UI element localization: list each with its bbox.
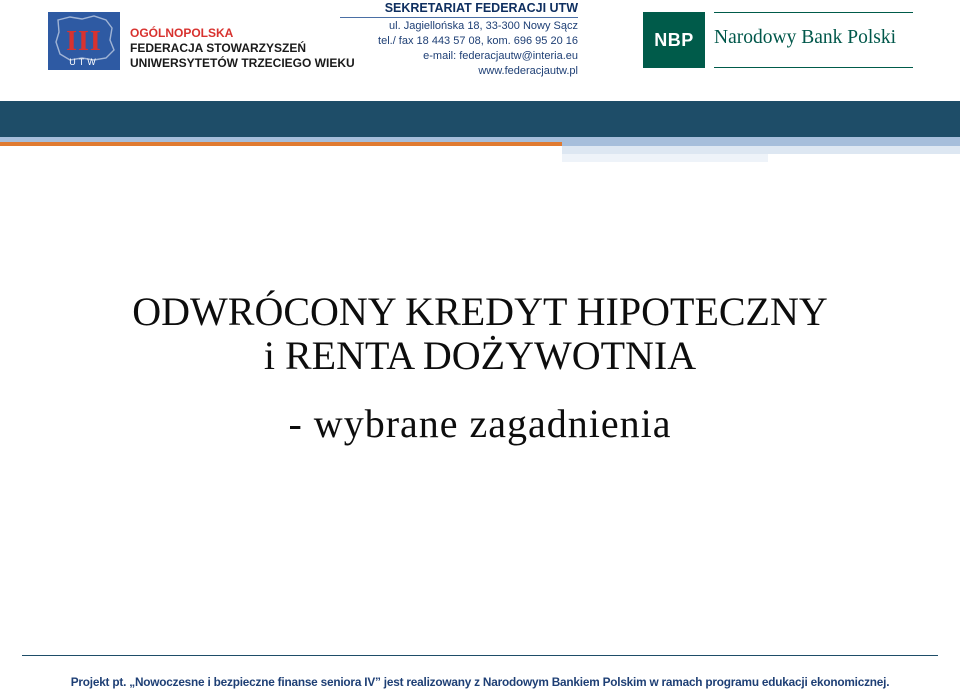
nbp-rule-top (714, 12, 913, 13)
nbp-rule-bottom (714, 67, 913, 68)
secretariat-phone: tel./ fax 18 443 57 08, kom. 696 95 20 16 (378, 35, 578, 47)
footer-project-note: Projekt pt. „Nowoczesne i bezpieczne finanse seniora IV” jest realizowany z Narodowym Bankiem Polskim w ramach programu edukacji ekonomicznej. (70, 675, 890, 689)
secretariat-email[interactable]: e-mail: federacjautw@interia.eu (423, 50, 578, 62)
federation-name-line3: UNIWERSYTETÓW TRZECIEGO WIEKU (130, 56, 355, 70)
secretariat-address: ul. Jagiellońska 18, 33-300 Nowy Sącz (389, 20, 578, 32)
slide-title-line1: ODWRÓCONY KREDYT HIPOTECZNY (132, 289, 828, 334)
utw-numeral: III (66, 26, 102, 57)
banner-bar-dark (0, 101, 960, 137)
secretariat-contact (340, 1, 578, 79)
secretariat-title: SEKRETARIAT FEDERACJI UTW (340, 1, 578, 18)
banner-bar-orange (0, 142, 562, 146)
nbp-name: Narodowy Bank Polski (714, 27, 896, 48)
utw-logo (48, 12, 120, 70)
federation-name (130, 26, 355, 71)
federation-name-line1: OGÓLNOPOLSKA (130, 26, 234, 40)
utw-abbr: UTW (69, 57, 99, 67)
federation-name-line2: FEDERACJA STOWARZYSZEŃ (130, 41, 307, 55)
slide-subtitle: - wybrane zagadnienia (288, 401, 672, 446)
nbp-logo: NBP (643, 12, 705, 68)
footer-divider (22, 655, 938, 656)
slide-title-line2: i RENTA DOŻYWOTNIA (263, 333, 697, 378)
secretariat-website[interactable]: www.federacjautw.pl (478, 65, 578, 77)
banner-bar-pale (562, 146, 960, 154)
banner-bar-pale-short (562, 154, 768, 162)
